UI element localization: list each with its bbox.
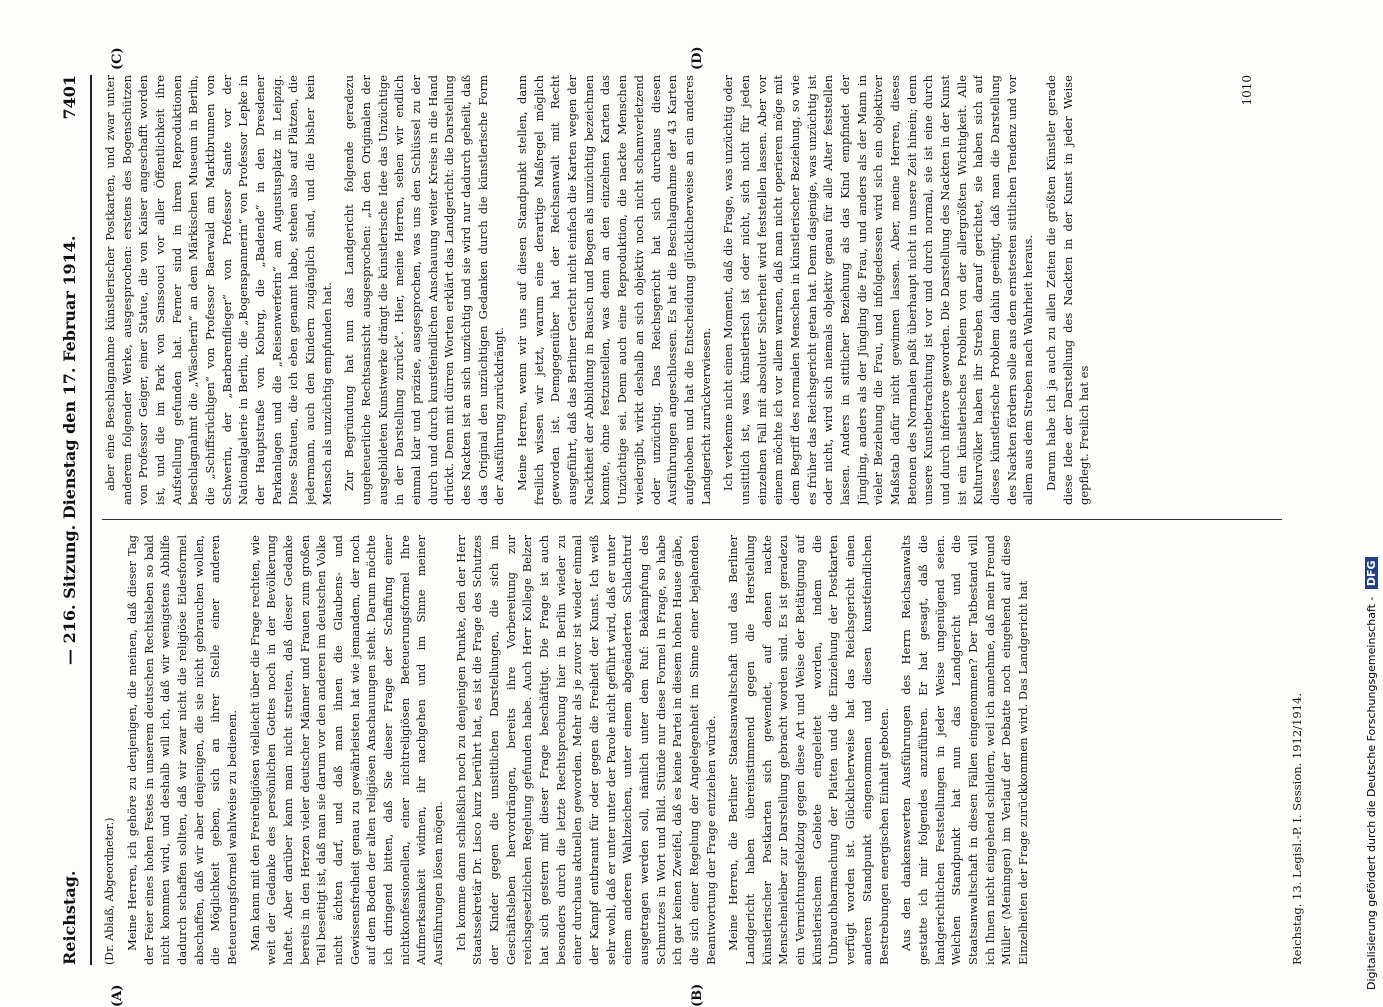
header-left: Reichstag. <box>60 870 79 965</box>
paragraph: Meine Herren, die Berliner Staatsanwaltschaft und das Berliner Landgericht haben übereinstimmend gegen die Herstellung künstlerischer Postkarten sich gewendet, auf denen nackte Menschenleiber zur Darstellung gebracht worden sind. Es ist geradezu ein Vernichtungsfeldzug gegen diese Art und Weise der Betätigung auf künstlerischem Gebiete eingeleitet worden, indem die Unbrauchbarmachung der Platten und die Einziehung der Postkarten verfügt worden ist. Glücklicherweise hat das Reichsgericht einen anderen Standpunkt eingenommen und diesen kunstfeindlichen Bestrebungen energischen Einhalt geboten. <box>726 535 891 965</box>
paragraph: aber eine Beschlagnahme künstlerischer Postkarten, und zwar unter anderem folgender Werke, ausgesprochen: erstens des Bogenschützen von Professor Geiger, einer Statue, die von Kaiser angeschafft worden ist, und die im Park von Sanssouci vor aller Öffentlichkeit ihre Aufstellung gefunden hat. Ferner sind in ihren Reproduktionen beschlagnahmt die „Wäscherin“ an dem Märkischen Museum in Berlin, die „Schiffsrüchigen“ von Professor Baerwald am Marktbrunnen von Schwerin, der „Barbarenflieger“ von Professor Sante vor der Nationalgalerie in Berlin, die „Bogenspannerin“ von Professor Lepke in der Hauptstraße von Koburg, die „Badende“ in den Dresdener Parkanlagen und die „Reisenwerferin“ am Augustusplatz in Leipzig. Diese Statuen, die ich eben genannt habe, stehen also auf Plätzen, die jedermann, auch den Kindern zugänglich sind, und die bisher kein Mensch als unzüchtig empfunden hat. <box>103 75 334 505</box>
left-column <box>102 535 1282 965</box>
margin-marker-b: (B) <box>690 983 705 1007</box>
paragraph: Meine Herren, wenn wir uns auf diesen Standpunkt stellen, dann freilich wissen wir jetzt, warum eine derartige Maßregel möglich geworden ist. Demgegenüber hat der Reichsanwalt mit Recht ausgeführt, daß das Berliner Gericht nicht einfach die Karten wegen der Nacktheit der Abbildung in Bausch und Bogen als unzüchtig bezeichnen konnte, ohne festzustellen, was denn an den einzelnen Karten das Unzüchtige sei. Denn auch eine Reproduktion, die nackte Menschen wiedergibt, wirkt deshalb an sich objektiv noch nicht schamverletzend oder unzüchtig. Das Reichsgericht hat sich durchaus diesen Ausführungen angeschlossen. Es hat die Beschlagnahme der 43 Karten aufgehoben und hat die Entscheidung glücklicherweise an ein anderes Landgericht zurückverwiesen. <box>515 75 713 505</box>
paragraph: Darum habe ich ja auch zu allen Zeiten die größten Künstler gerade diese Idee der Darstellung des Nackten in der Kunst in jeder Weise gepflegt. Freilich hat es <box>1043 75 1092 505</box>
header-page-number: 7401 <box>60 75 79 120</box>
paragraph: Zur Begründung hat nun das Landgericht folgende geradezu ungeheuerliche Rechtsansicht ausgesprochen: „In den Originalen der ausgebildeten Kunstwerke drängt die künstlerische Idee das Unzüchtige in der Darstellung zurück“. Hier, meine Herren, sehen wir endlich einmal klar und präzise, ausgesprochen, was uns den Schlüssel zu der durch und durch kunstfeindlichen Anschauung weiter Kreise in die Hand drückt. Denn mit dürren Worten erklärt das Landgericht: die Darstellung des Nackten ist an sich unzüchtig und sie wird nur dadurch geheilt, daß das Original den unzüchtigen Gedanken durch die künstlerische Form der Ausführung zurückdrängt. <box>342 75 507 505</box>
dfg-logo: DFG <box>1365 557 1378 589</box>
credit-text: Digitalisierung gefördert durch die Deutsche Forschungsgemeinschaft - <box>1365 596 1378 990</box>
paragraph: Ich verkenne nicht einen Moment, daß die Frage, was unzüchtig oder unsittlich ist, was künstlerisch ist oder nicht, sich nicht für jeden einzelnen Fall mit absoluter Sicherheit wird feststellen lassen. Aber vor einem möchte ich vor allem warnen, daß man nicht operieren möge mit dem Begriff des normalen Menschen in künstlerischer Beziehung, so wie es früher das Reichsgericht getan hat. Denn dasjenige, was unzüchtig ist oder nicht, wird sich niemals objektiv genau für alle Alter feststellen lassen. Anders in sittlicher Beziehung als das Kind empfindet der Jüngling, anders als der Jüngling die Frau, und anders als der Mann in vieler Beziehung die Frau, und infolgedessen wird sich ein objektiver Maßstab dafür nicht gewinnen lassen. Aber, meine Herren, dieses Betonen des Normalen paßt überhaupt nicht in unsere Zeit hinein; denn unsere Kunstbetrachtung ist vor und durch normal, sie ist eine durch und durch inferiore geworden. Die Darstellung des Nackten in der Kunst ist ein künstlerisches Problem von der allergrößten Wichtigkeit. Alle Kulturvölker haben ihr Streben darauf gerichtet, sie haben sich auf dieses künstlerische Problem dahin geeinigt, daß man die Darstellung des Nackten fördern solle aus dem ernstesten sittlichen Tendenz und vor allem aus dem Streben nach Wahrheit heraus. <box>721 75 1036 505</box>
header-center: — 216. Sitzung. Dienstag den 17. Februar 1914. <box>60 235 79 665</box>
column-divider <box>102 519 1282 520</box>
margin-marker-c: (C) <box>110 47 125 70</box>
header-rule <box>90 75 92 965</box>
page-header <box>50 75 90 965</box>
rotated-page <box>50 46 1350 1007</box>
page-footer: Reichstag. 13. Legisl.-P. I. Session. 1912/1914. <box>1290 692 1304 965</box>
margin-marker-a: (A) <box>110 984 125 1007</box>
paragraph: Aus den dankenswerten Ausführungen des Herrn Reichsanwalts gestatte ich mir folgendes anzuführen. Er hat gesagt, daß die landgerichtlichen Feststellungen in jeder Weise ungenügend seien. Welchen Standpunkt hat nun das Landgericht und die Staatsanwaltschaft in diesen Fällen eingenommen? Der Tatbestand will ich Ihnen nicht eingehend schildern, weil ich annehme, daß mein Freund Müller (Meiningen) im Verlauf der Debatte noch eingehend auf diese Einzelheiten der Frage zurückkommen wird. Das Landgericht hat <box>899 535 1030 965</box>
paragraph: Ich komme dann schließlich noch zu denjenigen Punkte, den der Herr Staatssekretär Dr. Lisco kurz berührt hat, es ist die Frage des Schutzes der Kinder gegen die unsittlichen Darstellungen, die sich im Geschäftsleben hervordrängen, bereits ihre Vorbereitung zur reichsgesetzlichen Regelung gefunden habe. Auch Herr Kollege Belzer hat sich gestern mit dieser Frage beschäftigt. Die Frage ist auch besonders durch die letzte Rechtsprechung hier in Berlin wieder zu einer durchaus aktuellen geworden. Mehr als je zuvor ist wieder einmal der Kampf entbrannt für oder gegen die Freiheit der Kunst. Ich weiß sehr wohl, daß er unter unter der Parole nicht geführt wird, daß er unter einem anderen Wahlzeichen, unter einem abgeänderten Schlachtruf ausgetragen werden soll, nämlich unter dem Ruf: Bekämpfung des Schmutzes in Wort und Bild. Stünde nur diese Formel in Frage, so habe ich gar keinen Zweifel, daß es keine Partei in diesem hohen Hause gäbe, die sich einer Regelung der Angelegenheit im Sinne einer bejahenden Beantwortung der Frage entziehen würde. <box>453 535 718 965</box>
speaker-caption: (Dr. Ablaß, Abgeordneter.) <box>103 817 116 965</box>
paragraph: Man kann mit den Freireligiösen vielleicht über die Frage rechten, wie weit der Gedanke des persönlichen Gottes noch in der Bevölkerung haftet. Aber darüber kann man nicht streiten, daß dieser Gedanke bereits in den Herzen vieler deutscher Männer und Frauen zum großen Teil beseitigt ist, daß man sie darum vor den anderen im deutschen Volke nicht ächten darf, und daß man ihnen die Glaubens- und Gewissensfreiheit genau zu gewährleisten hat wie jemandem, der noch auf dem Boden der alten religiösen Anschauungen steht. Darum möchte ich dringend bitten, daß Sie dieser Frage der Schaffung einer nichtkonfessionellen, einer nichtreligiösen Beteuerungsformel Ihre Aufmerksamkeit widmen, ihr nachgehen und im Sinne meiner Ausführungen lösen mögen. <box>247 535 446 965</box>
digitization-credit <box>1365 557 1378 990</box>
right-column <box>102 75 1282 505</box>
paragraph: Meine Herren, ich gehöre zu denjenigen, die meinen, daß dieser Tag der Feier eines hohen Festes in unserem deutschen Rechtsleben so bald nicht kommen wird, und deshalb will ich, daß wir wenigstens Abhilfe dadurch schaffen sollten, daß wir zwar nicht die religiöse Eidesformel abschaffen, daß wir aber denjenigen, die sie nicht gebrauchen wollen, die Möglichkeit geben, sich an ihrer Stelle einer anderen Beteuerungsformel wahlweise zu bedienen. <box>124 535 239 965</box>
margin-marker-d: (D) <box>690 46 705 70</box>
page-number: 1010 <box>1240 75 1254 106</box>
